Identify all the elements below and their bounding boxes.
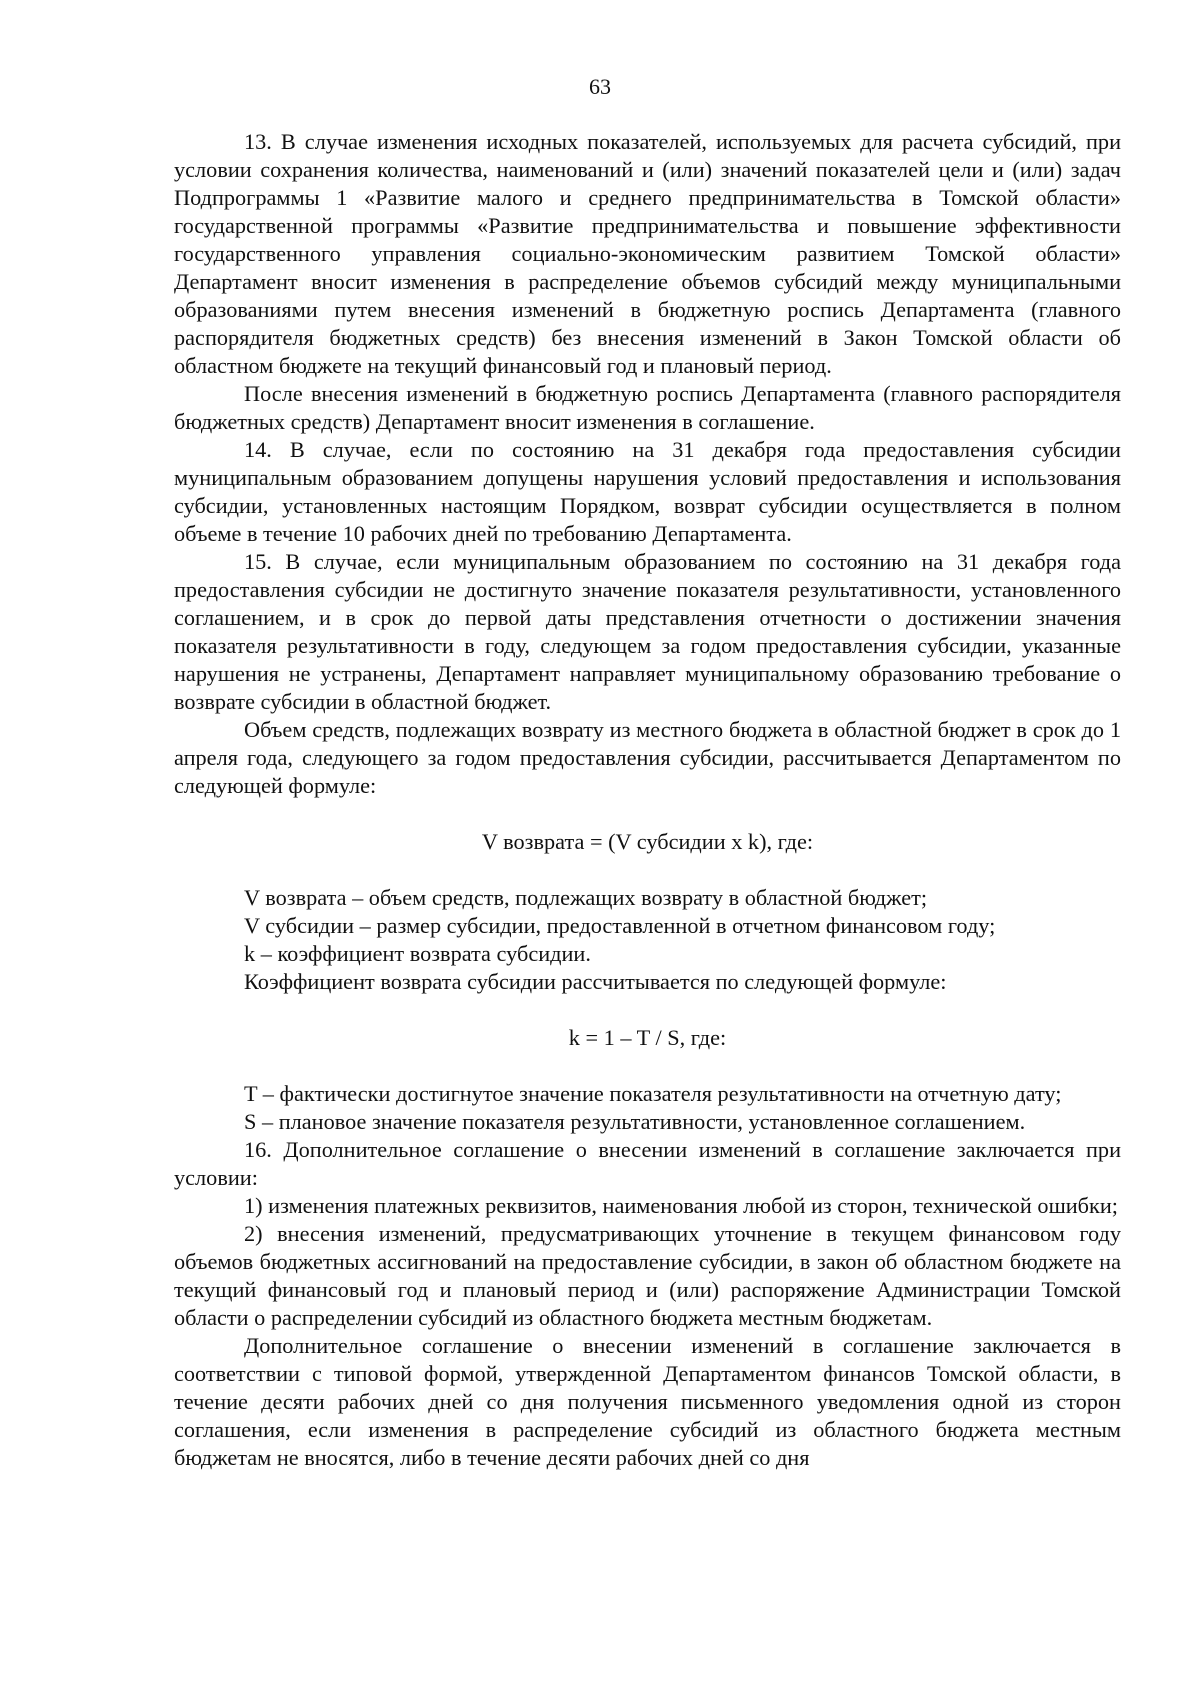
definition-v-subsidy: V субсидии – размер субсидии, предоставленной в отчетном финансовом году; (244, 913, 996, 938)
paragraph-13-continuation: После внесения изменений в бюджетную роспись Департамента (главного распорядителя бюджетных средств) Департамент вносит изменения в соглашение. (174, 381, 1121, 434)
paragraph-16-item-1: 1) изменения платежных реквизитов, наименования любой из сторон, технической ошибки; (244, 1193, 1118, 1218)
paragraph-16: 16. Дополнительное соглашение о внесении изменений в соглашение заключается при условии: (174, 1137, 1121, 1190)
definition-k: k – коэффициент возврата субсидии. (244, 941, 591, 966)
definition-t: T – фактически достигнутое значение показателя результативности на отчетную дату; (244, 1081, 1062, 1106)
definition-s: S – плановое значение показателя результативности, установленное соглашением. (244, 1109, 1026, 1134)
paragraph-14: 14. В случае, если по состоянию на 31 декабря года предоставления субсидии муниципальным образованием допущены нарушения условий предоставления и использования субсидии, установленных настоящим Порядком, возврат субсидии осуществляется в полном объеме в течение 10 рабочих дней по требованию Департамента. (174, 437, 1121, 546)
paragraph-15-formula-intro: Объем средств, подлежащих возврату из местного бюджета в областной бюджет в срок до 1 апреля года, следующего за годом предоставления субсидии, рассчитывается Департаментом по следующей формуле: (174, 717, 1121, 798)
formula-return-volume: V возврата = (V субсидии x k), где: (481, 829, 814, 854)
paragraph-16-conclusion: Дополнительное соглашение о внесении изменений в соглашение заключается в соответствии с типовой формой, утвержденной Департаментом финансов Томской области, в течение десяти рабочих дней со дня получения письменного уведомления одной из сторон соглашения, если изменения в распределение субсидий из областного бюджета местным бюджетам не вносятся, либо в течение десяти рабочих дней со дня (174, 1333, 1121, 1470)
paragraph-15: 15. В случае, если муниципальным образованием по состоянию на 31 декабря года предоставления субсидии не достигнуто значение показателя результативности, установленного соглашением, и в срок до первой даты представления отчетности о достижении значения показателя результативности в году, следующем за годом предоставления субсидии, указанные нарушения не устранены, Департамент направляет муниципальному образованию требование о возврате субсидии в областной бюджет. (174, 549, 1121, 714)
page-number: 63 (589, 74, 611, 99)
document-body (174, 128, 1121, 1472)
paragraph-16-item-2: 2) внесения изменений, предусматривающих уточнение в текущем финансовом году объемов бюджетных ассигнований на предоставление субсидии, в закон об областном бюджете на текущий финансовый год и плановый период и (или) распоряжение Администрации Томской области о распределении субсидий из областного бюджета местным бюджетам. (174, 1221, 1121, 1330)
formula-coefficient: k = 1 – T / S, где: (568, 1025, 727, 1050)
coefficient-intro: Коэффициент возврата субсидии рассчитывается по следующей формуле: (244, 969, 947, 994)
paragraph-13: 13. В случае изменения исходных показателей, используемых для расчета субсидий, при условии сохранения количества, наименований и (или) значений показателей цели и (или) задач Подпрограммы 1 «Развитие малого и среднего предпринимательства в Томской области» государственной программы «Развитие предпринимательства и повышение эффективности государственного управления социально-экономическим развитием Томской области» Департамент вносит изменения в распределение объемов субсидий между муниципальными образованиями путем внесения изменений в бюджетную роспись Департамента (главного распорядителя бюджетных средств) без внесения изменений в Закон Томской области об областном бюджете на текущий финансовый год и плановый период. (174, 129, 1121, 378)
definition-v-return: V возврата – объем средств, подлежащих возврату в областной бюджет; (244, 885, 928, 910)
